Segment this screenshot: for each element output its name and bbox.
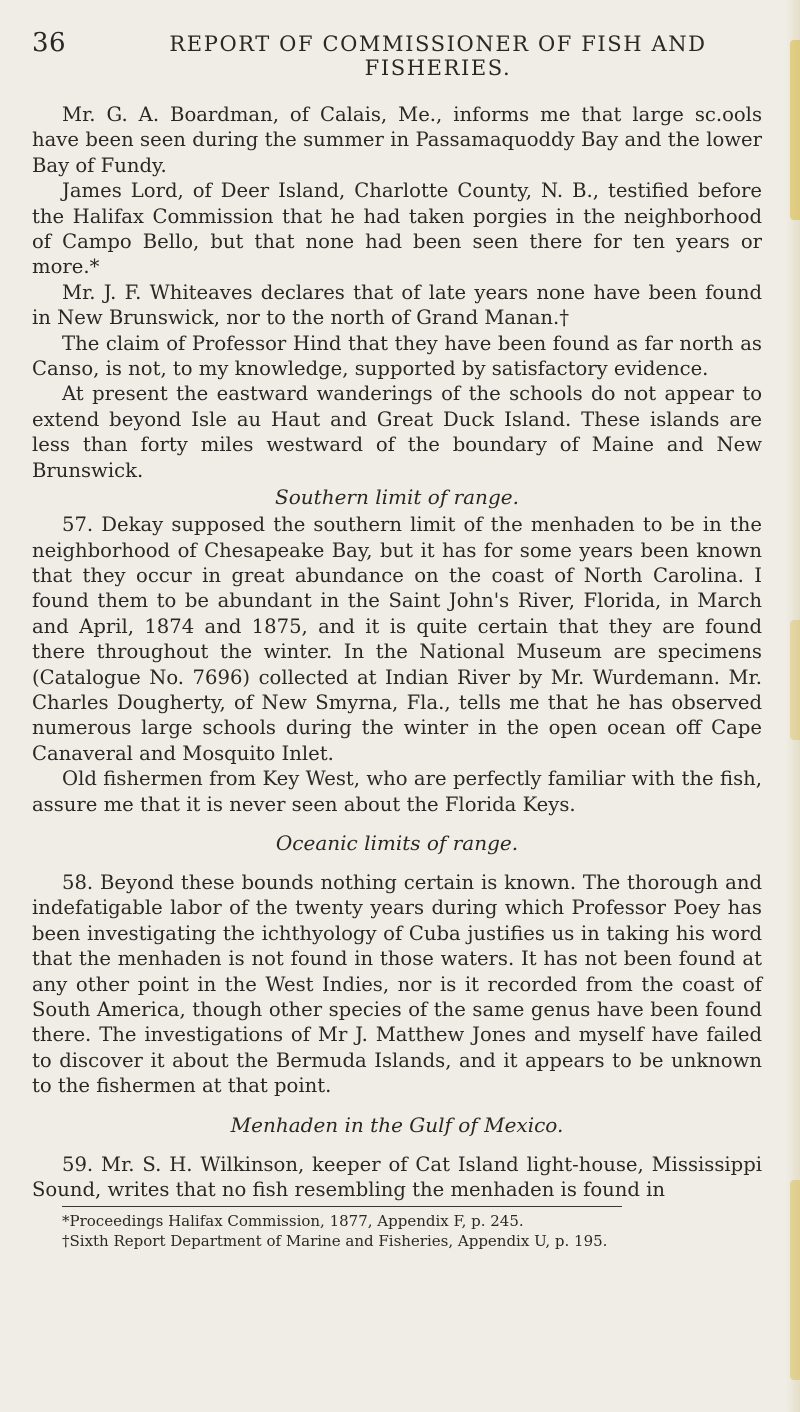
page-header [32,28,762,80]
paragraph-57: 57. Dekay supposed the southern limit of the menhaden to be in the neighborhood of Chesapeake Bay, but it has for some years been known that they occur in great abundance on the coast of North Carolina. I found them to be abundant in the Saint John's River, Florida, in March and April, 1874 and 1875, and it is quite certain that they are found there throughout the winter. In the National Museum are specimens (Catalogue No. 7696) collected at Indian River by Mr. Wurdemann. Mr. Charles Dougherty, of New Smyrna, Fla., tells me that he has observed numerous large schools during the winter in the open ocean off Cape Canaveral and Mosquito Inlet. [32,513,762,765]
paragraph-eastward: At present the eastward wanderings of the schools do not appear to extend beyond Isle au Haut and Great Duck Island. These islands are less than forty miles westward of the boundary of Maine and New Brunswick. [32,382,762,482]
paragraph-58: 58. Beyond these bounds nothing certain is known. The thorough and indefatigable labor of the twenty years during which Professor Poey has been investigating the ichthyology of Cuba justifies us in taking his word that the menhaden is not found in those waters. It has not been found at any other point in the West Indies, nor is it recorded from the coast of South America, though other species of the same genus have been found there. The investigations of Mr J. Matthew Jones and myself have failed to discover it about the Bermuda Islands, and it appears to be unknown to the fishermen at that point. [32,870,762,1098]
footnotes [62,1211,762,1251]
paragraph-key-west: Old fishermen from Key West, who are perfectly familiar with the fish, assure me that it is never seen about the Florida Keys. [32,767,762,816]
page-edge-blot [790,620,800,740]
running-head: REPORT OF COMMISSIONER OF FISH AND FISHERIES. [169,32,707,80]
paragraph-59: 59. Mr. S. H. Wilkinson, keeper of Cat Island light-house, Mississippi Sound, writes that no fish resembling the menhaden is found in [32,1152,762,1202]
heading-southern-limit: Southern limit of range. [275,485,519,510]
heading-oceanic-limits: Oceanic limits of range. [275,830,519,855]
document-page [32,28,762,1251]
page-number: 36 [32,28,67,58]
paragraph-boardman: Mr. G. A. Boardman, of Calais, Me., informs me that large sc.ools have been seen during the summer in Passamaquoddy Bay and the lower Bay of Fundy. [32,103,762,177]
footnote-rule [62,1206,622,1207]
page-edge-blot [790,40,800,220]
heading-gulf-of-mexico: Menhaden in the Gulf of Mexico. [230,1112,564,1137]
footnote-halifax: *Proceedings Halifax Commission, 1877, Appendix F, p. 245. [62,1212,524,1231]
footnote-sixth-report: †Sixth Report Department of Marine and Fisheries, Appendix U, p. 195. [62,1232,608,1251]
paragraph-lord: James Lord, of Deer Island, Charlotte County, N. B., testified before the Halifax Commission that he had taken porgies in the neighborhood of Campo Bello, but that none had been seen there for ten years or more.* [32,179,762,279]
paragraph-whiteaves: Mr. J. F. Whiteaves declares that of late years none have been found in New Brunswick, nor to the north of Grand Manan.† [32,280,762,330]
paragraph-hind: The claim of Professor Hind that they have been found as far north as Canso, is not, to my knowledge, supported by satisfactory evidence. [32,331,762,381]
page-edge-blot [790,1180,800,1380]
